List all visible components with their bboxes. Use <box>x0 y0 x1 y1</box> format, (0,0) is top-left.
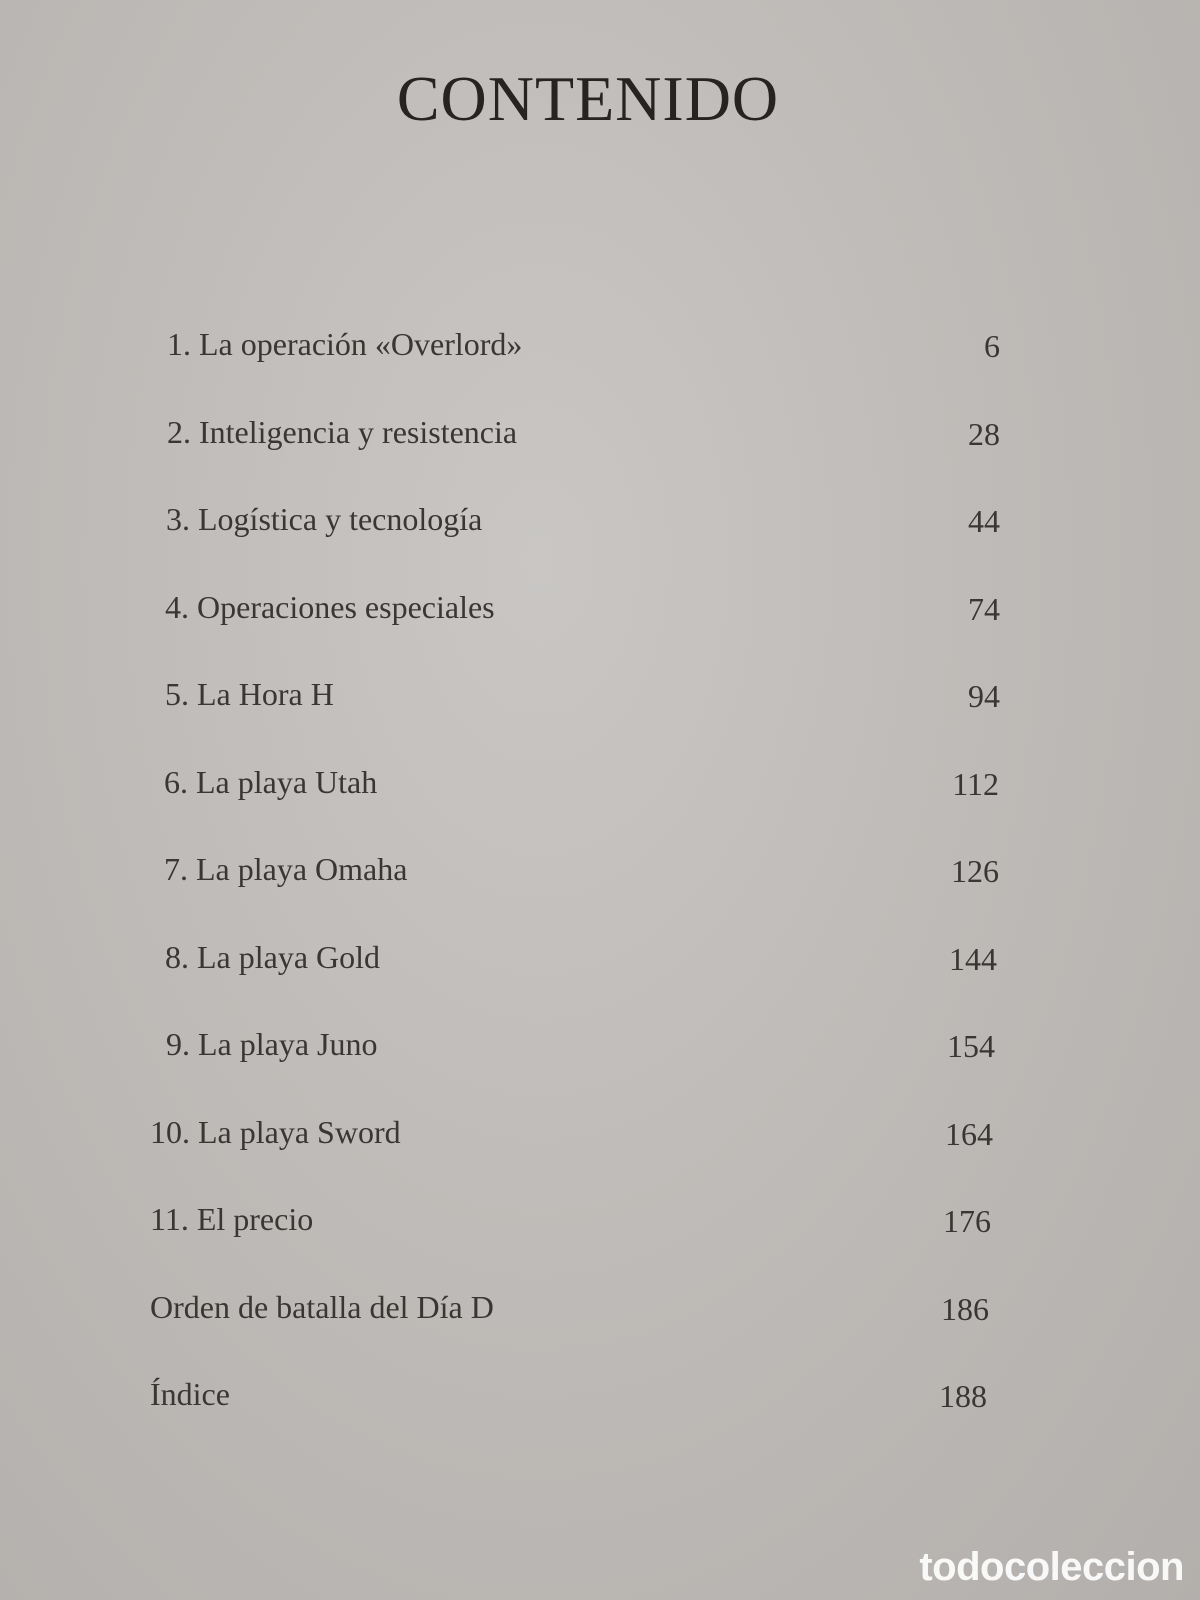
toc-entry <box>150 1376 1020 1464</box>
toc-entry-title: 2. Inteligencia y resistencia <box>167 413 518 450</box>
toc-entry <box>150 1201 1020 1289</box>
toc-entry <box>150 1026 1020 1114</box>
toc-entry <box>150 1114 1020 1202</box>
toc-entry <box>150 1289 1020 1377</box>
toc-entry <box>150 676 1020 764</box>
toc-entry-title: 11. El precio <box>150 1201 314 1237</box>
table-of-contents <box>150 326 1020 1464</box>
toc-entry-page: 188 <box>939 1378 987 1414</box>
toc-entry-title: 3. Logística y tecnología <box>166 501 483 537</box>
toc-entry <box>150 326 1020 414</box>
toc-entry <box>150 764 1020 852</box>
toc-entry-title: 6. La playa Utah <box>164 763 378 800</box>
toc-entry <box>150 589 1020 677</box>
toc-entry <box>150 414 1020 502</box>
toc-entry-page: 154 <box>947 1028 995 1064</box>
toc-entry-title: 7. La playa Omaha <box>164 851 408 887</box>
toc-entry-title: 5. La Hora H <box>165 676 334 712</box>
toc-entry-page: 112 <box>952 765 999 802</box>
toc-entry-page: 6 <box>984 328 1000 364</box>
toc-entry-title: 8. La playa Gold <box>165 938 381 975</box>
page-title: CONTENIDO <box>396 63 780 134</box>
watermark-logo: todocoleccion <box>919 1545 1184 1589</box>
toc-entry-page: 94 <box>968 678 1000 714</box>
toc-entry-title: 1. La operación «Overlord» <box>167 326 523 362</box>
toc-entry-page: 28 <box>968 415 1000 452</box>
toc-entry-page: 144 <box>949 940 997 977</box>
toc-entry-title: 9. La playa Juno <box>166 1026 378 1062</box>
toc-entry-title: 10. La playa Sword <box>150 1113 401 1150</box>
toc-entry <box>150 939 1020 1027</box>
toc-entry-page: 164 <box>945 1115 993 1152</box>
toc-entry-title: 4. Operaciones especiales <box>165 588 495 625</box>
toc-entry-title: Orden de batalla del Día D <box>150 1288 494 1325</box>
toc-entry <box>150 851 1020 939</box>
toc-entry-title: Índice <box>150 1376 230 1412</box>
toc-entry <box>150 501 1020 589</box>
toc-entry-page: 176 <box>943 1203 991 1239</box>
toc-entry-page: 44 <box>968 503 1000 539</box>
toc-entry-page: 186 <box>941 1290 989 1327</box>
toc-entry-page: 74 <box>968 590 1000 627</box>
toc-entry-page: 126 <box>951 853 999 889</box>
